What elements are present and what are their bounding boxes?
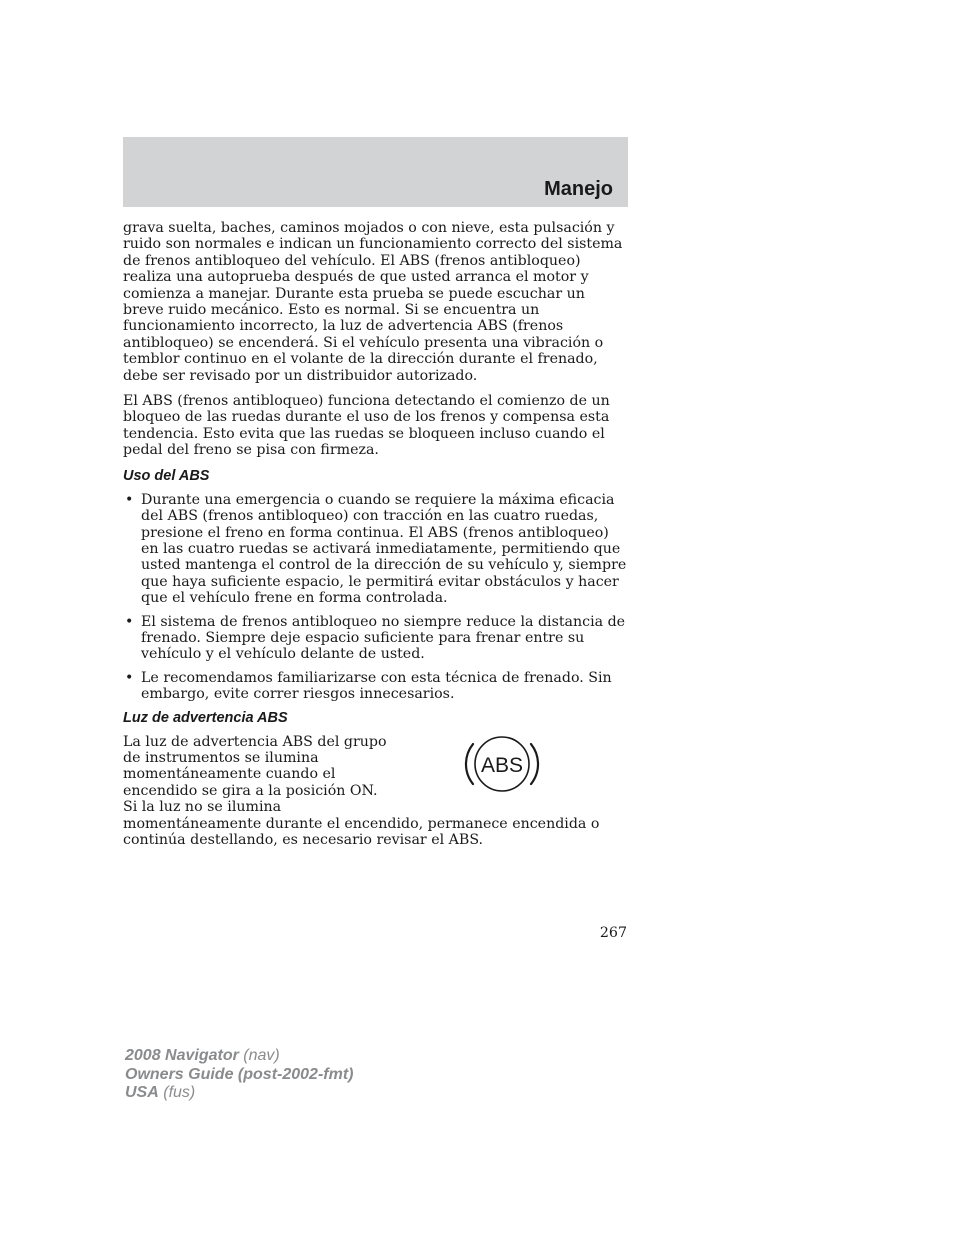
heading-uso-del-abs: Uso del ABS [123,467,210,484]
list-item [123,492,628,607]
document-footer [125,1047,353,1103]
abs-warning-icon [463,734,541,794]
list-item-text: Durante una emergencia o cuando se requiere la máxima eficacia del ABS (frenos antibloqueo) con tracción en las cuatro ruedas, presione el freno en forma continua. El ABS (frenos antibloqueo) en las cuatro ruedas se activará inmediatamente, permitiendo que usted mantenga el control de la dirección de su vehículo y, siempre que haya suficiente espacio, le permitirá evitar obstáculos y hacer que el vehículo frene en forma controlada. [141,491,627,607]
list-item-text: El sistema de frenos antibloqueo no siempre reduce la distancia de frenado. Siempre deje espacio suficiente para frenar entre su vehículo y el vehículo delante de usted. [141,613,626,663]
list-item-text: Le recomendamos familiarizarse con esta técnica de frenado. Sin embargo, evite correr riesgos innecesarios. [141,669,612,703]
abs-text-continuation: momentáneamente durante el encendido, permanece encendida o continúa destellando, es necesario revisar el ABS. [123,815,600,848]
abs-text-beside-icon: La luz de advertencia ABS del grupo de instrumentos se ilumina momentáneamente cuando el encendido se gira a la posición ON. Si la luz no se ilumina [123,733,387,816]
footer-line-2: Owners Guide (post-2002-fmt) [125,1065,354,1083]
abs-icon-label: ABS [480,753,524,777]
heading-luz-de-advertencia: Luz de advertencia ABS [123,709,288,726]
paragraph-1: grava suelta, baches, caminos mojados o con nieve, esta pulsación y ruido son normales e indican un funcionamiento correcto del sistema de frenos antibloqueo del vehículo. El ABS (frenos antibloqueo) realiza una autoprueba después de que usted arranca el motor y comienza a manejar. Durante esta prueba se puede escuchar un breve ruido mecánico. Esto es normal. Si se encuentra un funcionamiento incorrecto, la luz de advertencia ABS (frenos antibloqueo) se encenderá. Si el vehículo presenta una vibración o temblor continuo en el volante de la dirección durante el frenado, debe ser revisado por un distribuidor autorizado. [123,220,623,384]
bullet-list [123,492,628,703]
list-item [123,614,628,663]
paragraph-2: El ABS (frenos antibloqueo) funciona detectando el comienzo de un bloqueo de las ruedas durante el uso de los frenos y compensa esta tendencia. Esto evita que las ruedas se bloqueen incluso cuando el pedal del freno se pisa con firmeza. [123,393,610,459]
bullet-marker: • [125,491,134,508]
list-item [123,670,628,703]
footer-line-3: USA (fus) [125,1084,196,1101]
page-number: 267 [599,925,627,941]
section-title: Manejo [544,178,613,200]
page-content [123,220,628,857]
abs-warning-block [123,734,628,849]
section-header-band [123,137,628,207]
bullet-marker: • [125,613,134,630]
bullet-marker: • [125,669,134,686]
footer-line-1: 2008 Navigator (nav) [125,1047,280,1064]
